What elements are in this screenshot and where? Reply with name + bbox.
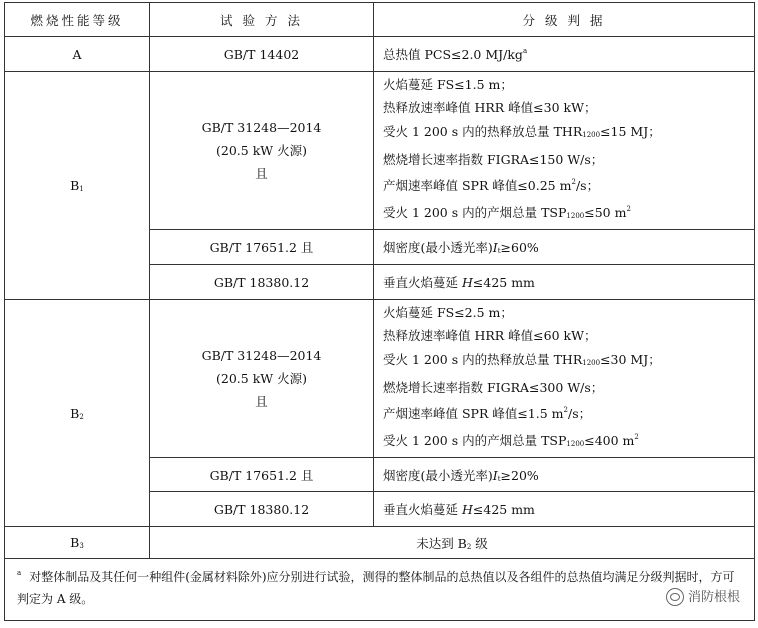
header-grade: 燃烧性能等级 [5,3,150,37]
criteria-a: 总热值 PCS≤2.0 $MJ/kg^a$ [374,37,755,72]
classification-table-container [4,2,754,624]
footnote-text: 对整体制品及其任何一种组件(金属材料除外)应分别进行试验，测得的整体制品的总热值以及各组件的总热值均满足分级判据时，方可判定为 A 级。 [17,570,735,606]
criteria-b2-flame: 垂直火焰蔓延 H≤425 mm [374,492,755,527]
method-b2-main: GB/T 31248—2014 (20.5 kW 火源) 且 [150,300,374,458]
fire-classification-table [4,2,755,621]
criteria-b2-smoke: 烟密度(最小透光率)$I_t\ge 20\%$ [374,458,755,492]
wechat-icon [666,588,684,606]
footnote-row [5,559,755,621]
row-a [5,37,755,72]
header-row [5,3,755,37]
method-b2-flame: GB/T 18380.12 [150,492,374,527]
header-criteria: 分 级 判 据 [374,3,755,37]
header-method: 试 验 方 法 [150,3,374,37]
grade-b2: $B_2$ [5,300,150,527]
watermark-text: 消防根根 [687,589,740,605]
grade-b1: $B_1$ [5,72,150,300]
method-a: GB/T 14402 [150,37,374,72]
row-b3 [5,527,755,559]
criteria-b2-main: 火焰蔓延 FS≤2.5 m； 热释放速率峰值 HRR 峰值≤60 kW； 受火 1 200 s 内的热释放总量 $THR_{1200}\le 30$ MJ； 燃烧增长速率指数 FIGRA≤300 W/s； 产烟速率峰值 SPR 峰值≤1.5 $m^2/s$； 受火 1 200 s 内的产烟总量 $TSP_{1200}\le 400$ $m^2$ [374,300,755,458]
row-b2-main [5,300,755,458]
method-b1-smoke: GB/T 17651.2 且 [150,230,374,265]
criteria-b1-main: 火焰蔓延 FS≤1.5 m； 热释放速率峰值 HRR 峰值≤30 kW； 受火 1 200 s 内的热释放总量 $THR_{1200}\le 15$ MJ； 燃烧增长速率指数 FIGRA≤150 W/s； 产烟速率峰值 SPR 峰值≤0.25 $m^2/s$； 受火 1 200 s 内的产烟总量 $TSP_{1200}\le 50$ $m^2$ [374,72,755,230]
row-b1-main [5,72,755,230]
criteria-b3: 未达到 $B_2$ 级 [150,527,755,559]
grade-a: A [5,37,150,72]
criteria-b1-flame: 垂直火焰蔓延 H≤425 mm [374,265,755,300]
criteria-b1-smoke: 烟密度(最小透光率)$I_t\ge 60\%$ [374,230,755,265]
watermark [666,587,740,609]
method-b1-flame: GB/T 18380.12 [150,265,374,300]
footnote-mark: a [17,569,22,577]
grade-b3: $B_3$ [5,527,150,559]
method-b2-smoke: GB/T 17651.2 且 [150,458,374,492]
method-b1-main: GB/T 31248—2014 (20.5 kW 火源) 且 [150,72,374,230]
footnote [5,559,755,621]
